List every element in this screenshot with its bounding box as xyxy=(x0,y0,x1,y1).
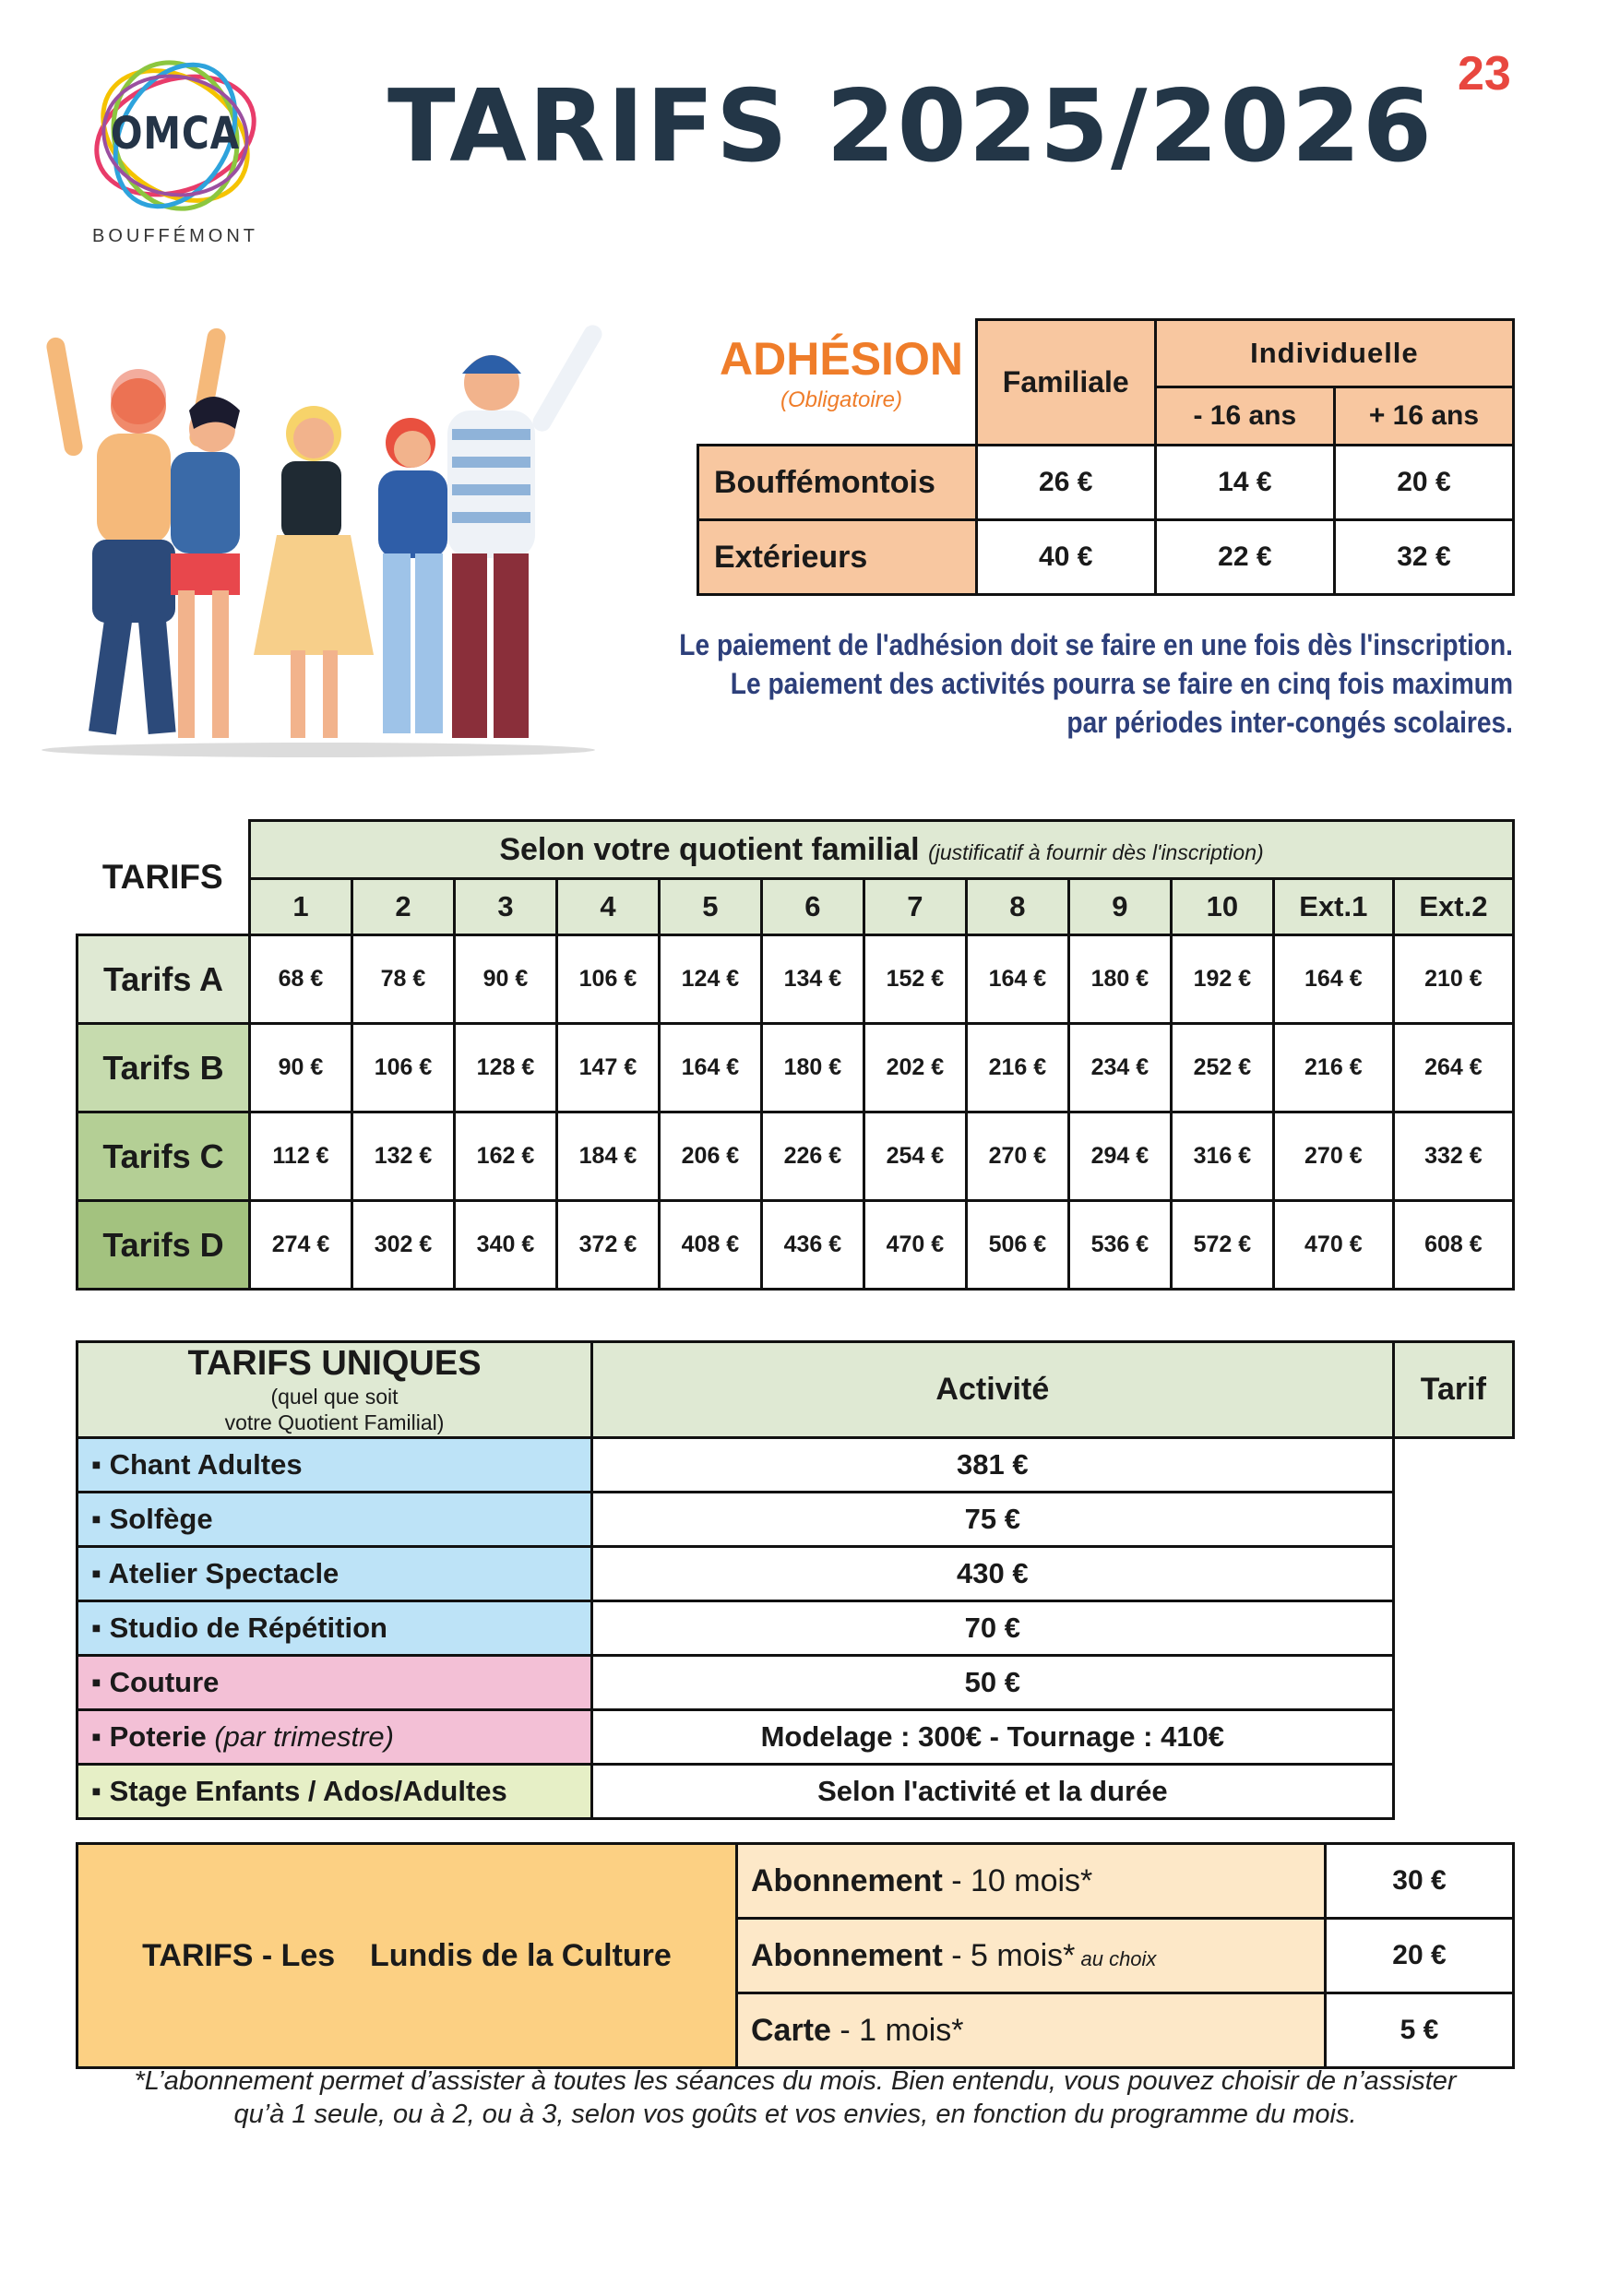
qf-price-cell: 90 € xyxy=(454,935,556,1024)
qf-price-cell: 470 € xyxy=(864,1201,966,1290)
qf-price-cell: 152 € xyxy=(864,935,966,1024)
qf-price-cell: 192 € xyxy=(1171,935,1273,1024)
footnote xyxy=(76,2064,1515,2131)
cheering-people-icon xyxy=(32,309,604,761)
qf-price-cell: 162 € xyxy=(454,1112,556,1201)
footnote-line: *L’abonnement permet d’assister à toutes les séances du mois. Bien entendu, vous pouvez choisir de n’assister xyxy=(134,2066,1457,2096)
price-cell: 14 € xyxy=(1155,446,1334,520)
activity-price: 430 € xyxy=(592,1547,1394,1601)
qf-price-cell: 294 € xyxy=(1068,1112,1171,1201)
qf-header-note: (justificatif à fournir dès l'inscription) xyxy=(928,839,1264,864)
lundis-price: 5 € xyxy=(1326,1993,1514,2068)
activity-name: ▪ Atelier Spectacle xyxy=(91,1557,339,1589)
uniques-row xyxy=(77,1765,1514,1819)
activity-name: ▪ Solfège xyxy=(91,1503,213,1535)
activity-name: ▪ Poterie xyxy=(91,1720,207,1753)
qf-column-header: 10 xyxy=(1171,879,1273,935)
qf-row xyxy=(77,1024,1514,1112)
col-tarif: Tarif xyxy=(1393,1342,1513,1438)
qf-price-cell: 68 € xyxy=(250,935,352,1024)
activity-cell xyxy=(77,1547,592,1601)
lundis-item-bold: Abonnement xyxy=(751,1937,943,1973)
qf-price-cell: 180 € xyxy=(761,1024,864,1112)
uniques-row xyxy=(77,1656,1514,1710)
lundis-title xyxy=(77,1844,737,2068)
qf-price-cell: 226 € xyxy=(761,1112,864,1201)
activity-price: Selon l'activité et la durée xyxy=(592,1765,1394,1819)
page-number: 23 xyxy=(1458,47,1511,101)
quotient-table xyxy=(76,819,1515,1291)
qf-price-cell: 340 € xyxy=(454,1201,556,1290)
qf-column-header: 1 xyxy=(250,879,352,935)
qf-row xyxy=(77,1112,1514,1201)
footnote-line: qu’à 1 seule, ou à 2, ou à 3, selon vos goûts et vos envies, en fonction du programme du mois. xyxy=(233,2100,1357,2129)
qf-price-cell: 332 € xyxy=(1393,1112,1513,1201)
adhesion-subtitle: (Obligatoire) xyxy=(780,387,903,412)
payment-note-line: Le paiement de l'adhésion doit se faire en une fois dès l'inscription. xyxy=(679,628,1513,661)
lundis-culture-table xyxy=(76,1842,1515,2069)
qf-price-cell: 506 € xyxy=(966,1201,1068,1290)
adhesion-title-block xyxy=(712,332,971,413)
lundis-item xyxy=(737,1993,1326,2068)
price-cell: 22 € xyxy=(1155,520,1334,595)
qf-price-cell: 274 € xyxy=(250,1201,352,1290)
price-cell: 26 € xyxy=(976,446,1155,520)
qf-header-text: Selon votre quotient familial xyxy=(499,831,920,867)
activity-cell xyxy=(77,1601,592,1656)
qf-column-header: 3 xyxy=(454,879,556,935)
activity-price: 50 € xyxy=(592,1656,1394,1710)
lundis-item xyxy=(737,1844,1326,1919)
qf-price-cell: 270 € xyxy=(1273,1112,1393,1201)
qf-price-cell: 264 € xyxy=(1393,1024,1513,1112)
qf-price-cell: 270 € xyxy=(966,1112,1068,1201)
uniques-sub: votre Quotient Familial) xyxy=(224,1410,445,1434)
activity-price: Modelage : 300€ - Tournage : 410€ xyxy=(592,1710,1394,1765)
qf-price-cell: 252 € xyxy=(1171,1024,1273,1112)
qf-column-header: 7 xyxy=(864,879,966,935)
col-plus-16: + 16 ans xyxy=(1334,387,1513,446)
activity-name: ▪ Studio de Répétition xyxy=(91,1612,387,1644)
adhesion-row xyxy=(698,520,1514,595)
qf-column-header: 4 xyxy=(556,879,659,935)
qf-price-cell: 164 € xyxy=(1273,935,1393,1024)
qf-price-cell: 124 € xyxy=(659,935,761,1024)
qf-price-cell: 128 € xyxy=(454,1024,556,1112)
payment-note-line: par périodes inter-congés scolaires. xyxy=(1066,706,1513,739)
adhesion-row xyxy=(698,446,1514,520)
qf-column-header: 8 xyxy=(966,879,1068,935)
row-label: Bouffémontois xyxy=(698,446,977,520)
page-title: TARIFS 2025/2026 xyxy=(387,69,1434,184)
qf-price-cell: 106 € xyxy=(556,935,659,1024)
activity-name: ▪ Stage Enfants / Ados/Adultes xyxy=(91,1775,507,1807)
lundis-price: 30 € xyxy=(1326,1844,1514,1919)
lundis-item-note: au choix xyxy=(1075,1946,1157,1970)
uniques-row xyxy=(77,1547,1514,1601)
qf-price-cell: 608 € xyxy=(1393,1201,1513,1290)
qf-row xyxy=(77,1201,1514,1290)
qf-price-cell: 202 € xyxy=(864,1024,966,1112)
uniques-sub: (quel que soit xyxy=(270,1385,399,1409)
col-individuelle: Individuelle xyxy=(1155,320,1513,387)
qf-price-cell: 90 € xyxy=(250,1024,352,1112)
lundis-title-text: TARIFS - Les Lundis de la Culture xyxy=(142,1937,672,1973)
qf-price-cell: 147 € xyxy=(556,1024,659,1112)
price-cell: 40 € xyxy=(976,520,1155,595)
activity-price: 75 € xyxy=(592,1493,1394,1547)
activity-cell xyxy=(77,1493,592,1547)
lundis-item-rest: - 1 mois* xyxy=(830,2012,964,2048)
qf-header xyxy=(250,821,1514,879)
qf-row-label: Tarifs D xyxy=(77,1201,250,1290)
qf-price-cell: 316 € xyxy=(1171,1112,1273,1201)
tarifs-uniques-table xyxy=(76,1340,1515,1820)
qf-price-cell: 164 € xyxy=(659,1024,761,1112)
qf-price-cell: 536 € xyxy=(1068,1201,1171,1290)
qf-price-cell: 180 € xyxy=(1068,935,1171,1024)
logo-name: OMCA xyxy=(110,108,241,160)
qf-price-cell: 112 € xyxy=(250,1112,352,1201)
activity-cell xyxy=(77,1765,592,1819)
qf-column-header: Ext.1 xyxy=(1273,879,1393,935)
logo xyxy=(88,51,272,254)
qf-row xyxy=(77,935,1514,1024)
uniques-row xyxy=(77,1438,1514,1493)
uniques-title-cell xyxy=(77,1342,592,1438)
adhesion-title: ADHÉSION xyxy=(720,333,963,385)
qf-price-cell: 206 € xyxy=(659,1112,761,1201)
payment-note xyxy=(637,625,1513,742)
lundis-item-bold: Carte xyxy=(751,2012,831,2048)
qf-row-label: Tarifs A xyxy=(77,935,250,1024)
qf-price-cell: 134 € xyxy=(761,935,864,1024)
qf-price-cell: 302 € xyxy=(351,1201,454,1290)
qf-price-cell: 210 € xyxy=(1393,935,1513,1024)
qf-price-cell: 572 € xyxy=(1171,1201,1273,1290)
uniques-row xyxy=(77,1710,1514,1765)
activity-cell xyxy=(77,1438,592,1493)
qf-column-header: 2 xyxy=(351,879,454,935)
qf-column-header: 6 xyxy=(761,879,864,935)
logo-subtitle: BOUFFÉMONT xyxy=(92,226,258,246)
activity-cell xyxy=(77,1710,592,1765)
activity-name: ▪ Chant Adultes xyxy=(91,1448,303,1481)
qf-column-header: 5 xyxy=(659,879,761,935)
qf-label: TARIFS xyxy=(101,857,223,896)
uniques-title: TARIFS UNIQUES xyxy=(187,1344,482,1383)
qf-price-cell: 164 € xyxy=(966,935,1068,1024)
activity-price: 381 € xyxy=(592,1438,1394,1493)
col-familiale: Familiale xyxy=(976,320,1155,446)
qf-row-label: Tarifs B xyxy=(77,1024,250,1112)
qf-price-cell: 216 € xyxy=(966,1024,1068,1112)
qf-price-cell: 234 € xyxy=(1068,1024,1171,1112)
qf-price-cell: 216 € xyxy=(1273,1024,1393,1112)
lundis-price: 20 € xyxy=(1326,1919,1514,1993)
lundis-item-rest: - 5 mois* xyxy=(942,1937,1076,1973)
uniques-row xyxy=(77,1601,1514,1656)
uniques-row xyxy=(77,1493,1514,1547)
qf-price-cell: 132 € xyxy=(351,1112,454,1201)
lundis-item xyxy=(737,1919,1326,1993)
col-moins-16: - 16 ans xyxy=(1155,387,1334,446)
qf-price-cell: 78 € xyxy=(351,935,454,1024)
qf-column-header: Ext.2 xyxy=(1393,879,1513,935)
qf-column-header: 9 xyxy=(1068,879,1171,935)
qf-price-cell: 372 € xyxy=(556,1201,659,1290)
qf-price-cell: 470 € xyxy=(1273,1201,1393,1290)
activity-name: ▪ Couture xyxy=(91,1666,220,1698)
payment-note-line: Le paiement des activités pourra se faire en cinq fois maximum xyxy=(730,667,1513,700)
qf-price-cell: 184 € xyxy=(556,1112,659,1201)
qf-price-cell: 436 € xyxy=(761,1201,864,1290)
qf-price-cell: 106 € xyxy=(351,1024,454,1112)
qf-price-cell: 408 € xyxy=(659,1201,761,1290)
qf-price-cell: 254 € xyxy=(864,1112,966,1201)
lundis-item-rest: - 10 mois* xyxy=(942,1862,1093,1898)
price-cell: 32 € xyxy=(1334,520,1513,595)
lundis-item-bold: Abonnement xyxy=(751,1862,943,1898)
activity-price: 70 € xyxy=(592,1601,1394,1656)
col-activite: Activité xyxy=(592,1342,1394,1438)
qf-row-label: Tarifs C xyxy=(77,1112,250,1201)
row-label: Extérieurs xyxy=(698,520,977,595)
activity-extra: (par trimestre) xyxy=(214,1720,394,1753)
people-illustration xyxy=(32,309,604,761)
price-cell: 20 € xyxy=(1334,446,1513,520)
activity-cell xyxy=(77,1656,592,1710)
